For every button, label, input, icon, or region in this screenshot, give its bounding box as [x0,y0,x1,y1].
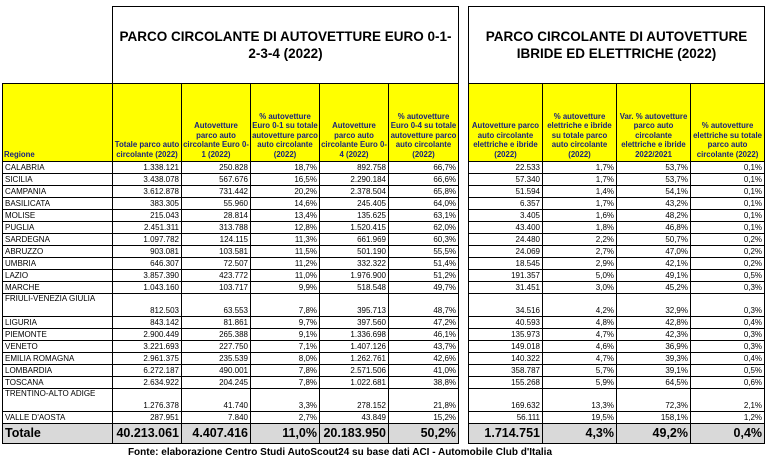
table-row [3,162,459,174]
table-row [3,198,459,210]
cell-totale: 3.612.878 [113,186,182,198]
cell-pib: 2,2% [543,234,617,246]
cell-pib: 4,7% [543,353,617,365]
cell-pib: 5,0% [543,270,617,282]
cell-regione: MARCHE [3,282,113,294]
cell-regione: TRENTINO-ALTO ADIGE [3,389,113,412]
cell-ib: 149.018 [469,341,543,353]
cell-pel: 0,3% [691,294,765,317]
cell-pib: 1,7% [543,174,617,186]
header-right-col-1: Autovetture parco auto circolante elettriche e ibride (2022) [469,84,543,162]
cell-p04: 15,2% [389,412,459,424]
cell-pib: 3,0% [543,282,617,294]
table-row [3,424,459,444]
cell-pib: 4,8% [543,317,617,329]
cell-pel: 0,1% [691,162,765,174]
cell-e04: 397.560 [320,317,389,329]
cell-regione: CAMPANIA [3,186,113,198]
header-left-col-2: Autovetture parco auto circolante Euro 0-1 (2022) [182,84,251,162]
cell-totale: 2.451.311 [113,222,182,234]
table-row [3,222,459,234]
cell-regione: LIGURIA [3,317,113,329]
cell-pib: 19,5% [543,412,617,424]
cell-p01: 3,3% [251,389,320,412]
cell-p01: 14,6% [251,198,320,210]
cell-p04: 64,0% [389,198,459,210]
cell-pib: 1,8% [543,222,617,234]
cell-e04: 661.969 [320,234,389,246]
euro-table [2,6,459,444]
cell-var: 39,1% [617,365,691,377]
cell-p04: 43,7% [389,341,459,353]
cell-totale: 2.634.922 [113,377,182,389]
cell-pib: 4,6% [543,341,617,353]
cell-p01: 8,0% [251,353,320,365]
cell-pib: 4,2% [543,294,617,317]
cell-var: 42,1% [617,258,691,270]
table-row [469,365,765,377]
cell-e01: 313.788 [182,222,251,234]
table-row [3,210,459,222]
cell-p01: 7,8% [251,377,320,389]
table-row [469,210,765,222]
cell-p01: 7,1% [251,341,320,353]
cell-p04: 51,2% [389,270,459,282]
table-row [3,282,459,294]
table-row [469,389,765,412]
cell-pel: 0,1% [691,198,765,210]
cell-e01: 250.828 [182,162,251,174]
cell-var: 49,1% [617,270,691,282]
header-left-col-1: Totale parco auto circolante (2022) [113,84,182,162]
cell-ib: 22.533 [469,162,543,174]
cell-pel: 0,2% [691,234,765,246]
table-row [3,270,459,282]
cell-totale: 903.081 [113,246,182,258]
cell-regione: CALABRIA [3,162,113,174]
table-row [3,377,459,389]
cell-e01: 227.750 [182,341,251,353]
cell-regione: ABRUZZO [3,246,113,258]
cell-p04: 48,7% [389,294,459,317]
cell-e04: 332.322 [320,258,389,270]
cell-p04: 21,8% [389,389,459,412]
cell-p04: 51,4% [389,258,459,270]
corner-blank [3,7,113,84]
cell-e04: 1.407.126 [320,341,389,353]
cell-pel: 0,3% [691,329,765,341]
cell-e04: 892.758 [320,162,389,174]
cell-p01: 20,2% [251,186,320,198]
cell-p04: 60,3% [389,234,459,246]
cell-totale: 1.338.121 [113,162,182,174]
cell-e01: 55.960 [182,198,251,210]
cell-pib: 1,7% [543,162,617,174]
cell-regione: UMBRIA [3,258,113,270]
header-right-col-3: Var. % autovetture parco auto circolante elettriche e ibride 2022/2021 [617,84,691,162]
cell-p01: 11,3% [251,234,320,246]
cell-pel: 0,6% [691,377,765,389]
cell-p01: 7,8% [251,365,320,377]
cell-var: 49,2% [617,424,691,444]
euro-title: PARCO CIRCOLANTE DI AUTOVETTURE EURO 0-1-2-3-4 (2022) [113,7,459,84]
table-row [3,412,459,424]
cell-totale: 2.900.449 [113,329,182,341]
ibride-title: PARCO CIRCOLANTE DI AUTOVETTURE IBRIDE ED ELETTRICHE (2022) [469,7,765,84]
cell-pib: 4,7% [543,329,617,341]
cell-e01: 265.388 [182,329,251,341]
cell-p01: 12,8% [251,222,320,234]
cell-p04: 47,2% [389,317,459,329]
cell-regione: SICILIA [3,174,113,186]
table-row [3,294,459,317]
cell-e04: 1.520.415 [320,222,389,234]
cell-var: 53,7% [617,162,691,174]
table-row [469,282,765,294]
cell-p01: 9,7% [251,317,320,329]
cell-regione: EMILIA ROMAGNA [3,353,113,365]
cell-totale: 2.961.375 [113,353,182,365]
cell-ib: 191.357 [469,270,543,282]
cell-p04: 38,8% [389,377,459,389]
cell-regione: VALLE D'AOSTA [3,412,113,424]
header-left-col-4: Autovetture parco auto circolante Euro 0-4 (2022) [320,84,389,162]
cell-ib: 31.451 [469,282,543,294]
cell-pel: 0,4% [691,317,765,329]
cell-p04: 46,1% [389,329,459,341]
cell-pib: 5,9% [543,377,617,389]
cell-e01: 423.772 [182,270,251,282]
cell-var: 45,2% [617,282,691,294]
cell-e04: 20.183.950 [320,424,389,444]
table-row [3,365,459,377]
cell-p01: 11,5% [251,246,320,258]
source-footer: Fonte: elaborazione Centro Studi AutoScout24 su base dati ACI - Automobile Club d'Italia [127,447,553,458]
cell-ib: 43.400 [469,222,543,234]
cell-pel: 0,1% [691,186,765,198]
cell-e04: 501.190 [320,246,389,258]
table-row [469,222,765,234]
cell-regione: LOMBARDIA [3,365,113,377]
cell-e01: 204.245 [182,377,251,389]
cell-ib: 135.973 [469,329,543,341]
cell-var: 54,1% [617,186,691,198]
cell-e04: 43.849 [320,412,389,424]
cell-ib: 1.714.751 [469,424,543,444]
cell-ib: 24.069 [469,246,543,258]
cell-pib: 1,6% [543,210,617,222]
cell-totale: 1.097.782 [113,234,182,246]
cell-var: 64,5% [617,377,691,389]
cell-e01: 41.740 [182,389,251,412]
cell-e01: 567.676 [182,174,251,186]
cell-pib: 13,3% [543,389,617,412]
cell-ib: 56.111 [469,412,543,424]
table-row [469,162,765,174]
cell-var: 72,3% [617,389,691,412]
cell-p01: 11,0% [251,424,320,444]
cell-ib: 6.357 [469,198,543,210]
cell-var: 158,1% [617,412,691,424]
cell-regione: MOLISE [3,210,113,222]
cell-e04: 135.625 [320,210,389,222]
cell-totale: 6.272.187 [113,365,182,377]
cell-pib: 1,4% [543,186,617,198]
ibride-table [468,6,765,444]
cell-var: 32,9% [617,294,691,317]
cell-pel: 0,3% [691,341,765,353]
cell-pib: 2,7% [543,246,617,258]
table-row [3,186,459,198]
cell-p04: 63,1% [389,210,459,222]
cell-totale: 3.438.078 [113,174,182,186]
cell-e01: 72.507 [182,258,251,270]
cell-e01: 63.553 [182,294,251,317]
table-row [469,424,765,444]
cell-p01: 9,9% [251,282,320,294]
cell-regione: PUGLIA [3,222,113,234]
cell-var: 46,8% [617,222,691,234]
cell-p01: 2,7% [251,412,320,424]
table-row [469,341,765,353]
cell-ib: 18.545 [469,258,543,270]
cell-var: 42,8% [617,317,691,329]
table-row [469,353,765,365]
cell-totale: 3.857.390 [113,270,182,282]
cell-e01: 731.442 [182,186,251,198]
header-regione: Regione [3,84,113,162]
cell-ib: 51.594 [469,186,543,198]
cell-totale: 287.951 [113,412,182,424]
cell-var: 53,7% [617,174,691,186]
cell-e04: 1.336.698 [320,329,389,341]
cell-e04: 2.378.504 [320,186,389,198]
cell-p01: 16,5% [251,174,320,186]
cell-p04: 42,6% [389,353,459,365]
header-left-col-5: % autovetture Euro 0-4 su totale autovetture parco auto circolante (2022) [389,84,459,162]
cell-p01: 11,0% [251,270,320,282]
table-row [3,389,459,412]
cell-p04: 55,5% [389,246,459,258]
cell-ib: 140.322 [469,353,543,365]
cell-pel: 0,3% [691,282,765,294]
cell-pel: 0,2% [691,246,765,258]
cell-regione: VENETO [3,341,113,353]
cell-pel: 0,1% [691,222,765,234]
cell-ib: 169.632 [469,389,543,412]
cell-p01: 11,2% [251,258,320,270]
table-row [3,329,459,341]
cell-var: 36,9% [617,341,691,353]
cell-pel: 1,2% [691,412,765,424]
table-row [3,353,459,365]
table-row [469,317,765,329]
table-row [3,258,459,270]
cell-e04: 278.152 [320,389,389,412]
cell-regione: LAZIO [3,270,113,282]
cell-var: 50,7% [617,234,691,246]
cell-totale: 215.043 [113,210,182,222]
cell-pib: 2,9% [543,258,617,270]
cell-e04: 1.262.761 [320,353,389,365]
table-row [469,246,765,258]
cell-totale: 646.307 [113,258,182,270]
cell-ib: 24.480 [469,234,543,246]
cell-e01: 28.814 [182,210,251,222]
cell-e01: 7.840 [182,412,251,424]
cell-p01: 7,8% [251,294,320,317]
cell-var: 42,3% [617,329,691,341]
table-row [3,246,459,258]
cell-pel: 0,5% [691,270,765,282]
cell-regione: Totale [3,424,113,444]
cell-ib: 155.268 [469,377,543,389]
cell-e01: 103.581 [182,246,251,258]
cell-p04: 66,6% [389,174,459,186]
cell-totale: 1.276.378 [113,389,182,412]
cell-e01: 124.115 [182,234,251,246]
cell-e04: 245.405 [320,198,389,210]
cell-p01: 13,4% [251,210,320,222]
cell-p01: 18,7% [251,162,320,174]
header-right-col-2: % autovetture elettriche e ibride su totale parco auto circolante (2022) [543,84,617,162]
table-row [469,186,765,198]
cell-p04: 41,0% [389,365,459,377]
cell-pel: 0,5% [691,365,765,377]
cell-e04: 395.713 [320,294,389,317]
table-row [469,198,765,210]
cell-totale: 3.221.693 [113,341,182,353]
cell-pel: 0,1% [691,174,765,186]
cell-e04: 1.022.681 [320,377,389,389]
cell-regione: SARDEGNA [3,234,113,246]
cell-var: 47,0% [617,246,691,258]
cell-p01: 9,1% [251,329,320,341]
cell-pel: 0,4% [691,353,765,365]
cell-regione: TOSCANA [3,377,113,389]
cell-totale: 1.043.160 [113,282,182,294]
cell-p04: 62,0% [389,222,459,234]
table-row [3,234,459,246]
cell-e01: 490.001 [182,365,251,377]
cell-ib: 57.340 [469,174,543,186]
cell-e04: 2.290.184 [320,174,389,186]
cell-e04: 1.976.900 [320,270,389,282]
cell-pel: 2,1% [691,389,765,412]
header-left-col-3: % autovetture Euro 0-1 su totale autovetture parco auto circolante (2022) [251,84,320,162]
cell-totale: 383.305 [113,198,182,210]
cell-p04: 66,7% [389,162,459,174]
cell-e01: 81.861 [182,317,251,329]
table-row [469,294,765,317]
header-right-col-4: % autovetture elettriche su totale parco auto circolante (2022) [691,84,765,162]
cell-var: 39,3% [617,353,691,365]
cell-ib: 40.593 [469,317,543,329]
cell-totale: 812.503 [113,294,182,317]
table-row [469,377,765,389]
cell-p04: 65,8% [389,186,459,198]
cell-p04: 50,2% [389,424,459,444]
cell-regione: BASILICATA [3,198,113,210]
cell-pel: 0,1% [691,210,765,222]
table-row [469,412,765,424]
table-row [3,317,459,329]
cell-pib: 4,3% [543,424,617,444]
table-row [469,174,765,186]
table-row [469,258,765,270]
cell-ib: 3.405 [469,210,543,222]
table-row [469,234,765,246]
cell-totale: 40.213.061 [113,424,182,444]
table-row [3,341,459,353]
cell-e04: 2.571.506 [320,365,389,377]
cell-regione: PIEMONTE [3,329,113,341]
table-row [469,329,765,341]
cell-pel: 0,4% [691,424,765,444]
cell-ib: 34.516 [469,294,543,317]
cell-pib: 1,7% [543,198,617,210]
cell-e01: 235.539 [182,353,251,365]
cell-var: 43,2% [617,198,691,210]
table-row [469,270,765,282]
table-row [3,174,459,186]
cell-pib: 5,7% [543,365,617,377]
cell-pel: 0,2% [691,258,765,270]
cell-var: 48,2% [617,210,691,222]
cell-p04: 49,7% [389,282,459,294]
cell-e04: 518.548 [320,282,389,294]
cell-e01: 103.717 [182,282,251,294]
cell-totale: 843.142 [113,317,182,329]
cell-e01: 4.407.416 [182,424,251,444]
cell-ib: 358.787 [469,365,543,377]
cell-regione: FRIULI-VENEZIA GIULIA [3,294,113,317]
